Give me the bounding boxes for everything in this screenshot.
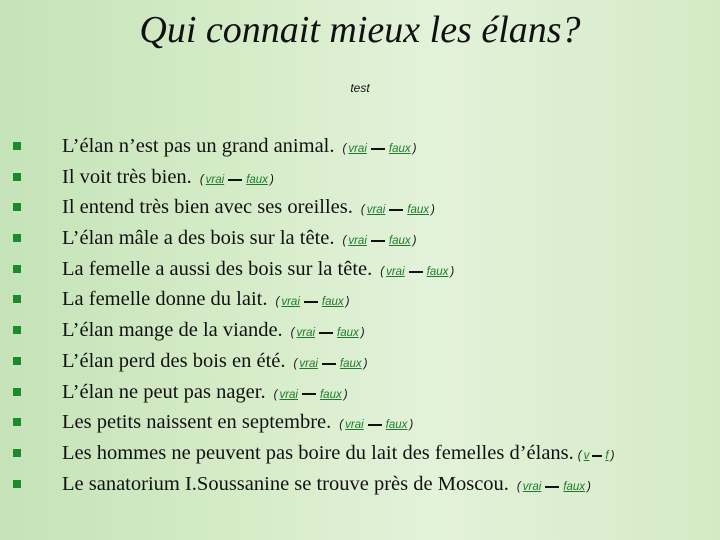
square-bullet-icon bbox=[13, 295, 21, 303]
true-false-choice: ( vrai faux ) bbox=[290, 327, 365, 340]
statement-text: L’élan ne peut pas nager. bbox=[62, 380, 266, 403]
vrai-link[interactable]: vrai bbox=[299, 357, 318, 370]
statement bbox=[62, 192, 437, 225]
list-item bbox=[0, 131, 720, 162]
vrai-link[interactable]: vrai bbox=[281, 296, 300, 309]
faux-link[interactable]: f bbox=[605, 449, 609, 462]
square-bullet-icon bbox=[13, 326, 21, 334]
statement bbox=[62, 284, 351, 317]
list-item bbox=[0, 254, 720, 285]
true-false-choice: ( vrai faux ) bbox=[360, 204, 435, 217]
dash-separator bbox=[228, 179, 242, 181]
square-bullet-icon bbox=[13, 480, 21, 488]
square-bullet-icon bbox=[13, 265, 21, 273]
statement bbox=[62, 131, 418, 164]
statement bbox=[62, 315, 367, 348]
square-bullet-icon bbox=[13, 142, 21, 150]
statement-text: Les petits naissent en septembre. bbox=[62, 411, 332, 434]
vrai-link[interactable]: vrai bbox=[522, 480, 542, 493]
faux-link[interactable]: faux bbox=[426, 265, 449, 278]
true-false-choice: ( vrai faux ) bbox=[342, 235, 417, 248]
list-item bbox=[0, 346, 720, 377]
statement bbox=[62, 346, 370, 379]
dash-separator bbox=[592, 455, 602, 457]
true-false-choice: ( vrai faux ) bbox=[516, 480, 591, 493]
list-item bbox=[0, 223, 720, 254]
dash-separator bbox=[304, 301, 318, 303]
vrai-link[interactable]: vrai bbox=[296, 327, 316, 340]
statement-text: L’élan perd des bois en été. bbox=[62, 349, 286, 372]
statement-list bbox=[0, 131, 720, 499]
square-bullet-icon bbox=[13, 357, 21, 365]
square-bullet-icon bbox=[13, 203, 21, 211]
statement-text: La femelle donne du lait. bbox=[62, 288, 268, 311]
dash-separator bbox=[389, 209, 403, 211]
true-false-choice: ( vrai faux ) bbox=[199, 173, 274, 186]
faux-link[interactable]: faux bbox=[388, 235, 411, 248]
slide-subtitle: test bbox=[350, 81, 370, 95]
statement bbox=[62, 223, 418, 256]
dash-separator bbox=[545, 486, 559, 488]
vrai-link[interactable]: vrai bbox=[345, 419, 364, 432]
statement bbox=[62, 407, 415, 440]
square-bullet-icon bbox=[13, 418, 21, 426]
statement-text: L’élan mange de la viande. bbox=[62, 319, 283, 342]
true-false-choice: ( vrai faux ) bbox=[293, 357, 368, 370]
statement-text: Il voit très bien. bbox=[62, 165, 192, 188]
dash-separator bbox=[302, 393, 316, 395]
statement-text: Les hommes ne peuvent pas boire du lait des femelles d’élans. bbox=[62, 441, 574, 464]
dash-separator bbox=[368, 424, 382, 426]
square-bullet-icon bbox=[13, 388, 21, 396]
true-false-choice: ( vrai faux ) bbox=[342, 143, 417, 155]
faux-link[interactable]: faux bbox=[339, 357, 362, 370]
list-item bbox=[0, 407, 720, 438]
faux-link[interactable]: faux bbox=[563, 480, 586, 493]
vrai-link[interactable]: v bbox=[583, 449, 590, 462]
list-item bbox=[0, 438, 720, 469]
dash-separator bbox=[371, 148, 385, 150]
faux-link[interactable]: faux bbox=[407, 204, 429, 217]
faux-link[interactable]: faux bbox=[319, 388, 342, 401]
dash-separator bbox=[409, 271, 423, 273]
vrai-link[interactable]: vrai bbox=[366, 204, 386, 217]
slide-title: Qui connait mieux les élans? bbox=[139, 9, 581, 51]
vrai-link[interactable]: vrai bbox=[348, 235, 367, 248]
statement bbox=[62, 162, 276, 195]
square-bullet-icon bbox=[13, 449, 21, 457]
faux-link[interactable]: faux bbox=[385, 419, 408, 432]
statement-text: La femelle a aussi des bois sur la tête. bbox=[62, 257, 373, 280]
faux-link[interactable]: faux bbox=[337, 327, 359, 340]
statement bbox=[62, 469, 593, 502]
list-item bbox=[0, 469, 720, 500]
true-false-choice: ( vrai faux ) bbox=[273, 388, 348, 401]
vrai-link[interactable]: vrai bbox=[205, 173, 225, 186]
list-item bbox=[0, 284, 720, 315]
list-item bbox=[0, 192, 720, 223]
dash-separator bbox=[371, 240, 385, 242]
true-false-choice: ( vrai faux ) bbox=[339, 419, 414, 432]
vrai-link[interactable]: vrai bbox=[279, 388, 298, 401]
dash-separator bbox=[322, 363, 336, 365]
statement bbox=[62, 377, 350, 410]
list-item bbox=[0, 315, 720, 346]
list-item bbox=[0, 162, 720, 193]
list-item bbox=[0, 377, 720, 408]
dash-separator bbox=[319, 332, 333, 334]
faux-link[interactable]: faux bbox=[246, 173, 268, 186]
true-false-choice: ( vrai faux ) bbox=[380, 265, 455, 278]
vrai-link[interactable]: vrai bbox=[348, 143, 367, 155]
faux-link[interactable]: faux bbox=[388, 143, 411, 155]
statement-text: Il entend très bien avec ses oreilles. bbox=[62, 196, 353, 219]
square-bullet-icon bbox=[13, 234, 21, 242]
square-bullet-icon bbox=[13, 173, 21, 181]
statement-text: Le sanatorium I.Soussanine se trouve près de Moscou. bbox=[62, 472, 509, 495]
statement bbox=[62, 254, 456, 287]
faux-link[interactable]: faux bbox=[321, 296, 344, 309]
true-false-choice: ( vrai faux ) bbox=[275, 296, 350, 309]
statement-text: L’élan mâle a des bois sur la tête. bbox=[62, 227, 335, 250]
statement bbox=[62, 438, 616, 471]
true-false-choice: ( v f ) bbox=[577, 449, 615, 462]
vrai-link[interactable]: vrai bbox=[386, 265, 405, 278]
statement-text: L’élan n’est pas un grand animal. bbox=[62, 135, 335, 157]
